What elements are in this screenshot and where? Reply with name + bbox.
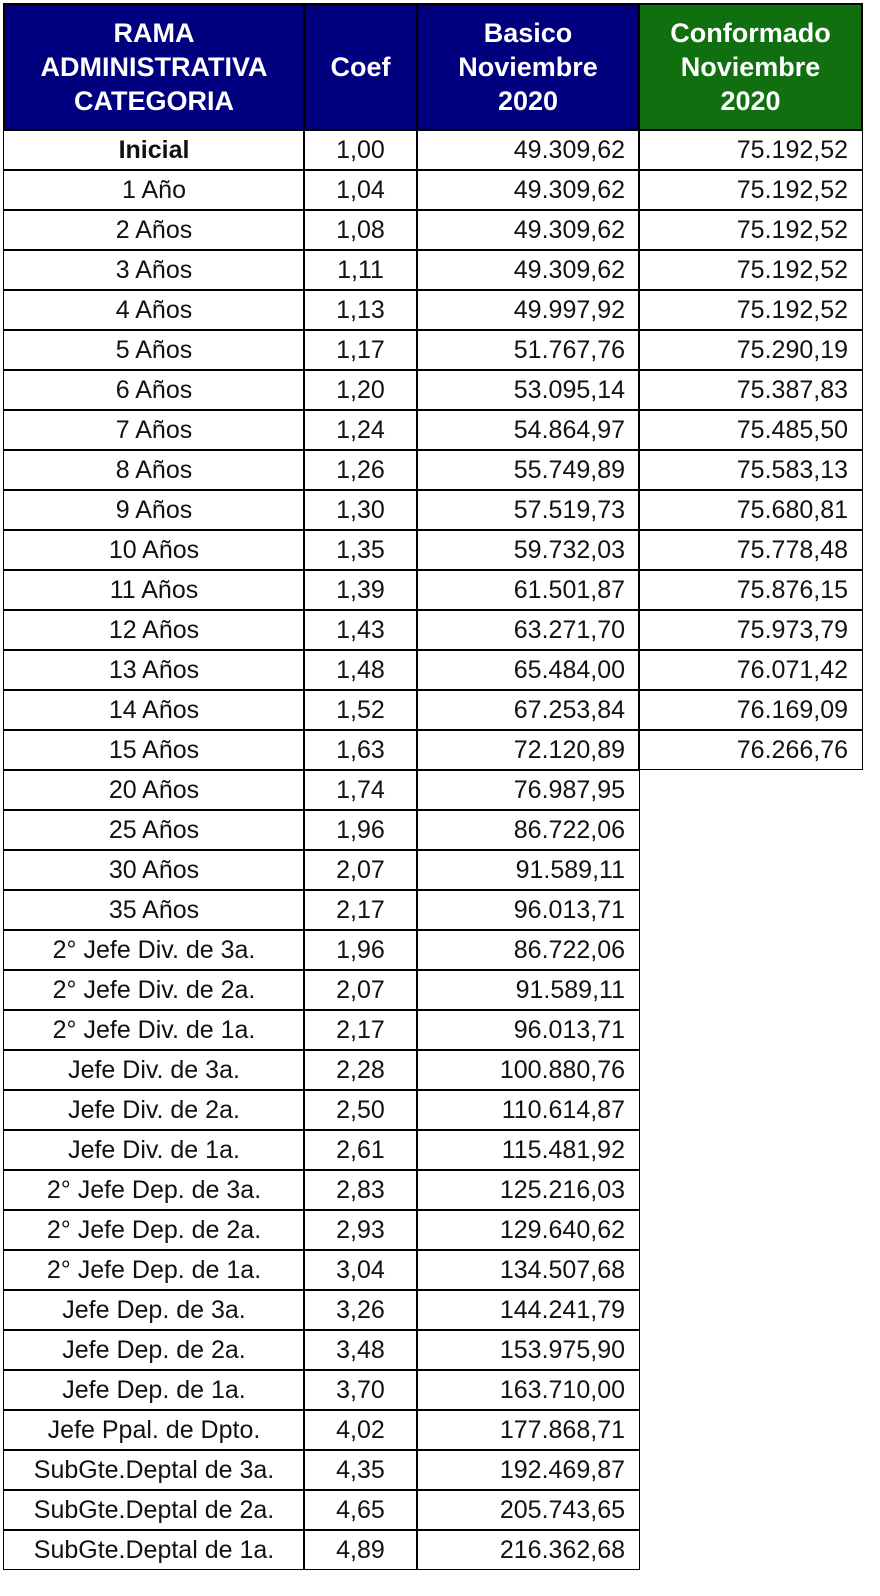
categoria-cell: 2° Jefe Div. de 2a. — [3, 970, 305, 1010]
categoria-cell: 4 Años — [3, 290, 305, 330]
categoria-cell: 5 Años — [3, 330, 305, 370]
header-text: Basico — [483, 18, 573, 48]
coef-cell: 1,63 — [303, 730, 418, 770]
basico-cell: 53.095,14 — [416, 370, 640, 410]
basico-cell: 153.975,90 — [416, 1330, 640, 1370]
coef-cell: 2,28 — [303, 1050, 418, 1090]
categoria-cell: 8 Años — [3, 450, 305, 490]
coef-cell: 1,96 — [303, 930, 418, 970]
coef-cell: 2,17 — [303, 890, 418, 930]
basico-cell: 129.640,62 — [416, 1210, 640, 1250]
coef-cell: 2,61 — [303, 1130, 418, 1170]
coef-cell: 1,00 — [303, 130, 418, 170]
basico-cell: 54.864,97 — [416, 410, 640, 450]
conformado-cell: 75.778,48 — [638, 530, 863, 570]
basico-cell: 67.253,84 — [416, 690, 640, 730]
coef-cell: 3,70 — [303, 1370, 418, 1410]
conformado-cell: 76.071,42 — [638, 650, 863, 690]
basico-cell: 100.880,76 — [416, 1050, 640, 1090]
header-text: RAMA — [113, 18, 195, 48]
coef-cell: 1,52 — [303, 690, 418, 730]
categoria-cell: 2° Jefe Div. de 1a. — [3, 1010, 305, 1050]
basico-cell: 72.120,89 — [416, 730, 640, 770]
coef-cell: 1,30 — [303, 490, 418, 530]
coef-cell: 2,50 — [303, 1090, 418, 1130]
categoria-cell: 9 Años — [3, 490, 305, 530]
categoria-cell: SubGte.Deptal de 1a. — [3, 1530, 305, 1570]
categoria-cell: 7 Años — [3, 410, 305, 450]
basico-cell: 51.767,76 — [416, 330, 640, 370]
basico-cell: 63.271,70 — [416, 610, 640, 650]
coef-cell: 4,02 — [303, 1410, 418, 1450]
basico-cell: 57.519,73 — [416, 490, 640, 530]
categoria-cell: 1 Año — [3, 170, 305, 210]
coef-cell: 1,20 — [303, 370, 418, 410]
coef-cell: 2,07 — [303, 850, 418, 890]
coef-cell: 4,65 — [303, 1490, 418, 1530]
basico-cell: 163.710,00 — [416, 1370, 640, 1410]
categoria-cell: Jefe Dep. de 1a. — [3, 1370, 305, 1410]
basico-cell: 205.743,65 — [416, 1490, 640, 1530]
categoria-cell: 2° Jefe Div. de 3a. — [3, 930, 305, 970]
categoria-cell: 25 Años — [3, 810, 305, 850]
basico-cell: 96.013,71 — [416, 1010, 640, 1050]
conformado-cell: 75.192,52 — [638, 250, 863, 290]
conformado-cell: 75.290,19 — [638, 330, 863, 370]
conformado-cell: 75.485,50 — [638, 410, 863, 450]
categoria-cell: 2° Jefe Dep. de 1a. — [3, 1250, 305, 1290]
basico-cell: 61.501,87 — [416, 570, 640, 610]
coef-cell: 1,96 — [303, 810, 418, 850]
categoria-cell: 10 Años — [3, 530, 305, 570]
categoria-cell: 2° Jefe Dep. de 3a. — [3, 1170, 305, 1210]
header-text: Noviembre — [458, 52, 598, 82]
categoria-cell: 2° Jefe Dep. de 2a. — [3, 1210, 305, 1250]
conformado-cell: 75.387,83 — [638, 370, 863, 410]
coef-cell: 3,48 — [303, 1330, 418, 1370]
header-coef — [303, 3, 418, 131]
conformado-cell: 76.169,09 — [638, 690, 863, 730]
basico-cell: 76.987,95 — [416, 770, 640, 810]
header-basico — [416, 3, 640, 131]
conformado-cell: 75.192,52 — [638, 210, 863, 250]
basico-cell: 86.722,06 — [416, 930, 640, 970]
categoria-cell: 2 Años — [3, 210, 305, 250]
basico-cell: 49.309,62 — [416, 130, 640, 170]
basico-cell: 49.309,62 — [416, 170, 640, 210]
coef-cell: 1,17 — [303, 330, 418, 370]
header-text: ADMINISTRATIVA — [40, 52, 268, 82]
conformado-cell: 75.192,52 — [638, 290, 863, 330]
header-text: 2020 — [497, 86, 559, 116]
categoria-cell: Jefe Div. de 2a. — [3, 1090, 305, 1130]
conformado-cell: 76.266,76 — [638, 730, 863, 770]
coef-cell: 1,08 — [303, 210, 418, 250]
categoria-cell: 20 Años — [3, 770, 305, 810]
categoria-cell: 3 Años — [3, 250, 305, 290]
coef-cell: 4,89 — [303, 1530, 418, 1570]
coef-cell: 1,48 — [303, 650, 418, 690]
basico-cell: 125.216,03 — [416, 1170, 640, 1210]
basico-cell: 65.484,00 — [416, 650, 640, 690]
conformado-cell: 75.876,15 — [638, 570, 863, 610]
header-categoria — [3, 3, 305, 131]
categoria-cell: 11 Años — [3, 570, 305, 610]
coef-cell: 1,24 — [303, 410, 418, 450]
coef-cell: 2,83 — [303, 1170, 418, 1210]
coef-cell: 1,39 — [303, 570, 418, 610]
basico-cell: 192.469,87 — [416, 1450, 640, 1490]
header-conformado — [638, 3, 863, 131]
conformado-cell: 75.973,79 — [638, 610, 863, 650]
categoria-cell: SubGte.Deptal de 3a. — [3, 1450, 305, 1490]
basico-cell: 59.732,03 — [416, 530, 640, 570]
categoria-cell: 12 Años — [3, 610, 305, 650]
coef-cell: 1,74 — [303, 770, 418, 810]
header-text: CATEGORIA — [73, 86, 234, 116]
header-text: Coef — [330, 52, 391, 82]
categoria-cell: Jefe Div. de 3a. — [3, 1050, 305, 1090]
coef-cell: 3,04 — [303, 1250, 418, 1290]
conformado-cell: 75.192,52 — [638, 130, 863, 170]
conformado-cell: 75.583,13 — [638, 450, 863, 490]
coef-cell: 2,93 — [303, 1210, 418, 1250]
basico-cell: 216.362,68 — [416, 1530, 640, 1570]
coef-cell: 1,04 — [303, 170, 418, 210]
basico-cell: 55.749,89 — [416, 450, 640, 490]
header-text: Noviembre — [680, 52, 821, 82]
header-text: Conformado — [670, 18, 831, 48]
basico-cell: 110.614,87 — [416, 1090, 640, 1130]
conformado-cell: 75.680,81 — [638, 490, 863, 530]
categoria-cell: Jefe Ppal. de Dpto. — [3, 1410, 305, 1450]
categoria-cell: 6 Años — [3, 370, 305, 410]
categoria-cell: Jefe Dep. de 2a. — [3, 1330, 305, 1370]
coef-cell: 2,17 — [303, 1010, 418, 1050]
basico-cell: 91.589,11 — [416, 970, 640, 1010]
coef-cell: 1,43 — [303, 610, 418, 650]
coef-cell: 3,26 — [303, 1290, 418, 1330]
basico-cell: 91.589,11 — [416, 850, 640, 890]
coef-cell: 4,35 — [303, 1450, 418, 1490]
categoria-cell: 30 Años — [3, 850, 305, 890]
categoria-cell: Jefe Div. de 1a. — [3, 1130, 305, 1170]
categoria-cell: SubGte.Deptal de 2a. — [3, 1490, 305, 1530]
categoria-cell: 13 Años — [3, 650, 305, 690]
coef-cell: 2,07 — [303, 970, 418, 1010]
basico-cell: 49.309,62 — [416, 210, 640, 250]
basico-cell: 115.481,92 — [416, 1130, 640, 1170]
basico-cell: 86.722,06 — [416, 810, 640, 850]
categoria-cell: 14 Años — [3, 690, 305, 730]
conformado-cell: 75.192,52 — [638, 170, 863, 210]
coef-cell: 1,26 — [303, 450, 418, 490]
basico-cell: 49.997,92 — [416, 290, 640, 330]
header-text: 2020 — [720, 86, 781, 116]
basico-cell: 144.241,79 — [416, 1290, 640, 1330]
basico-cell: 177.868,71 — [416, 1410, 640, 1450]
basico-cell: 134.507,68 — [416, 1250, 640, 1290]
basico-cell: 49.309,62 — [416, 250, 640, 290]
coef-cell: 1,35 — [303, 530, 418, 570]
categoria-cell: 15 Años — [3, 730, 305, 770]
categoria-cell: Jefe Dep. de 3a. — [3, 1290, 305, 1330]
basico-cell: 96.013,71 — [416, 890, 640, 930]
categoria-cell: 35 Años — [3, 890, 305, 930]
coef-cell: 1,13 — [303, 290, 418, 330]
coef-cell: 1,11 — [303, 250, 418, 290]
categoria-cell: Inicial — [3, 130, 305, 170]
